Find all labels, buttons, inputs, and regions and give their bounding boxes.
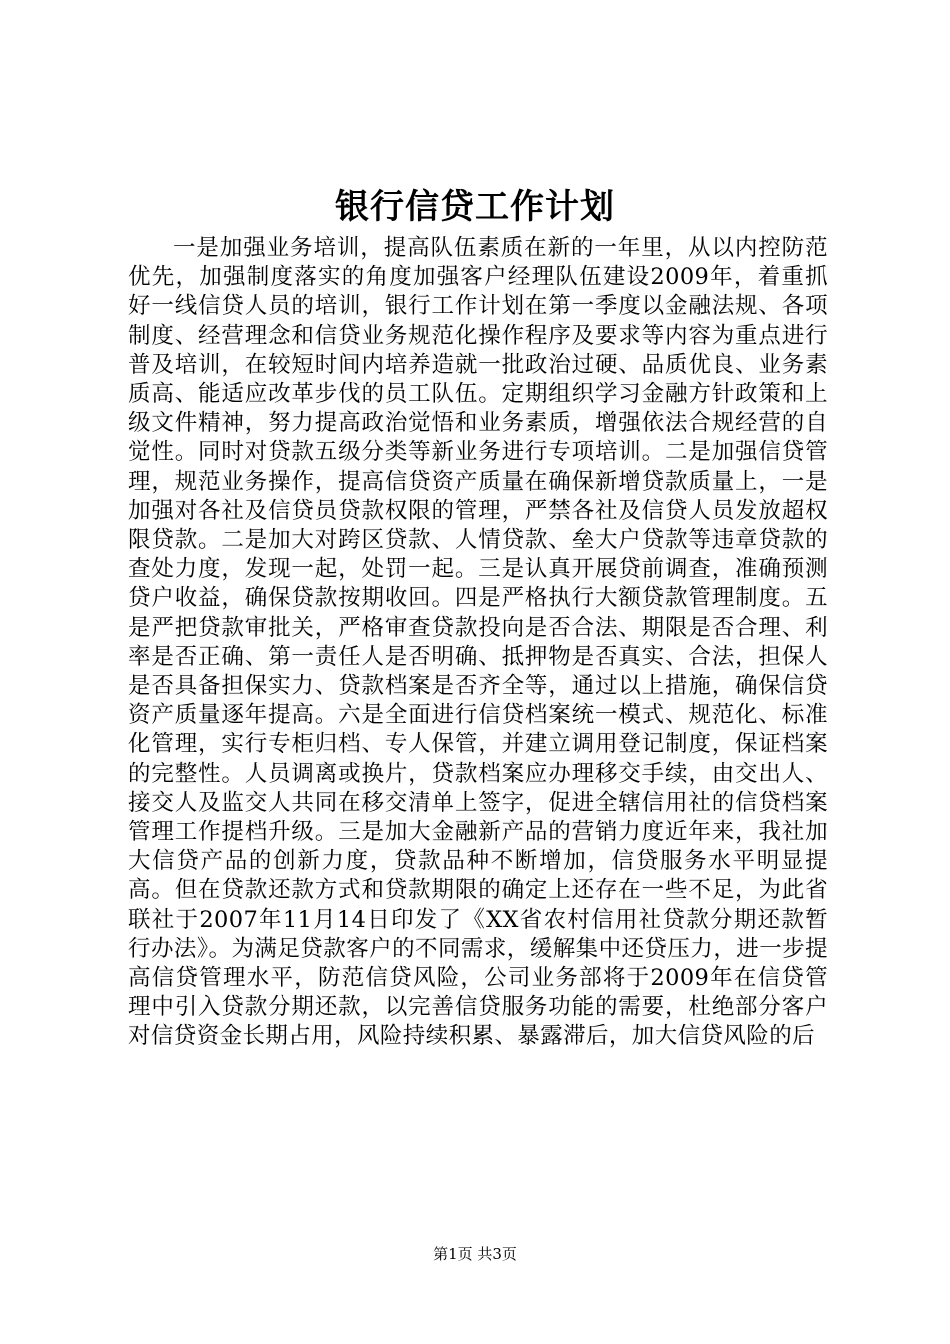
- document-title: 银行信贷工作计划: [335, 187, 615, 227]
- page-number-footer: 第1页 共3页: [433, 1245, 517, 1263]
- document-body-paragraph: 一是加强业务培训，提高队伍素质在新的一年里，从以内控防范优先，加强制度落实的角度加强客户经理队伍建设2009年，着重抓好一线信贷人员的培训，银行工作计划在第一季度以金融法规、各项制度、经营理念和信贷业务规范化操作程序及要求等内容为重点进行普及培训，在较短时间内培养造就一批政治过硬、品质优良、业务素质高、能适应改革步伐的员工队伍。定期组织学习金融方针政策和上级文件精神，努力提高政治觉悟和业务素质，增强依法合规经营的自觉性。同时对贷款五级分类等新业务进行专项培训。二是加强信贷管理，规范业务操作，提高信贷资产质量在确保新增贷款质量上，一是加强对各社及信贷员贷款权限的管理，严禁各社及信贷人员发放超权限贷款。二是加大对跨区贷款、人情贷款、垒大户贷款等违章贷款的查处力度，发现一起，处罚一起。三是认真开展贷前调查，准确预测贷户收益，确保贷款按期收回。四是严格执行大额贷款管理制度。五是严把贷款审批关，严格审查贷款投向是否合法、期限是否合理、利率是否正确、第一责任人是否明确、抵押物是否真实、合法，担保人是否具备担保实力、贷款档案是否齐全等，通过以上措施，确保信贷资产质量逐年提高。六是全面进行信贷档案统一模式、规范化、标准化管理，实行专柜归档、专人保管，并建立调用登记制度，保证档案的完整性。人员调离或换片，贷款档案应办理移交手续，由交出人、接交人及监交人共同在移交清单上签字，促进全辖信用社的信贷档案管理工作提档升级。三是加大金融新产品的营销力度近年来，我社加大信贷产品的创新力度，贷款品种不断增加，信贷服务水平明显提高。但在贷款还款方式和贷款期限的确定上还存在一些不足，为此省联社于2007年11月14日印发了《XX省农村信用社贷款分期还款暂行办法》。为满足贷款客户的不同需求，缓解集中还贷压力，进一步提高信贷管理水平，防范信贷风险，公司业务部将于2009年在信贷管理中引入贷款分期还款，以完善信贷服务功能的需要，杜绝部分客户对信贷资金长期占用，风险持续积累、暴露滞后，加大信贷风险的后: [128, 235, 828, 1050]
